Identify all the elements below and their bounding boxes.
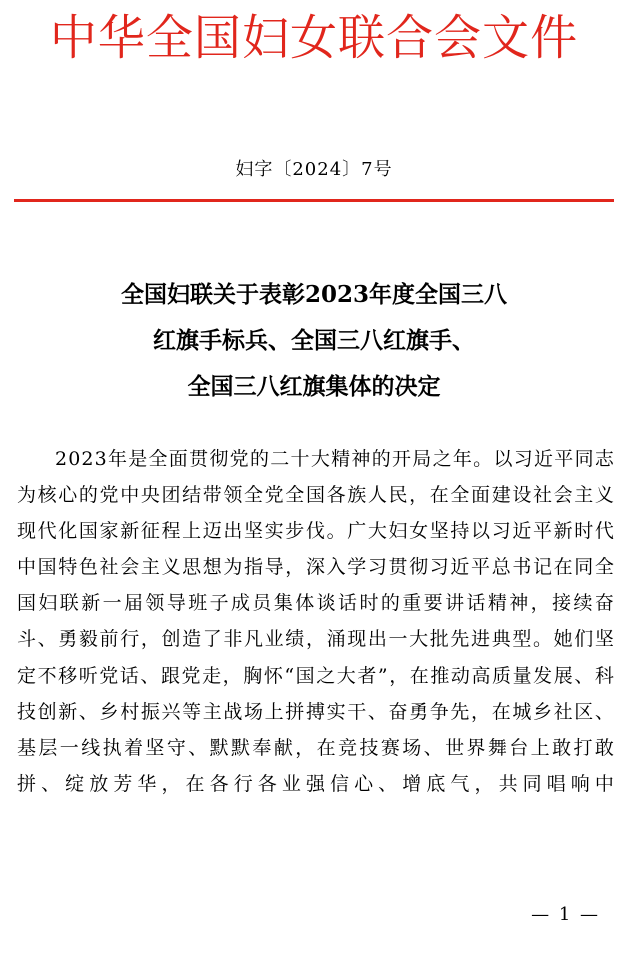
document-number: 妇字〔2024〕7号 — [235, 159, 393, 180]
document-body — [17, 441, 615, 802]
document-title — [0, 272, 628, 410]
red-divider-rule — [14, 199, 614, 202]
body-paragraph: 2023年是全面贯彻党的二十大精神的开局之年。以习近平同志为核心的党中央团结带领全党全国各族人民，在全面建设社会主义现代化国家新征程上迈出坚实步伐。广大妇女坚持以习近平新时代中国特色社会主义思想为指导，深入学习贯彻习近平总书记在同全国妇联新一届领导班子成员集体谈话时的重要讲话精神，接续奋斗、勇毅前行，创造了非凡业绩，涌现出一大批先进典型。她们坚定不移听党话、跟党走，胸怀“国之大者”，在推动高质量发展、科技创新、乡村振兴等主战场上拼搏实干、奋勇争先，在城乡社区、基层一线执着坚守、默默奉献，在竞技赛场、世界舞台上敢打敢拼、绽放芳华，在各行各业强信心、增底气，共同唱响中 — [17, 448, 615, 795]
title-line-1: 全国妇联关于表彰2023年度全国三八 — [120, 281, 507, 308]
page-number: — 1 — — [531, 904, 600, 925]
title-line-3: 全国三八红旗集体的决定 — [187, 373, 441, 400]
masthead-title: 中华全国妇女联合会文件 — [49, 10, 579, 66]
title-line-2: 红旗手标兵、全国三八红旗手、 — [153, 327, 475, 354]
